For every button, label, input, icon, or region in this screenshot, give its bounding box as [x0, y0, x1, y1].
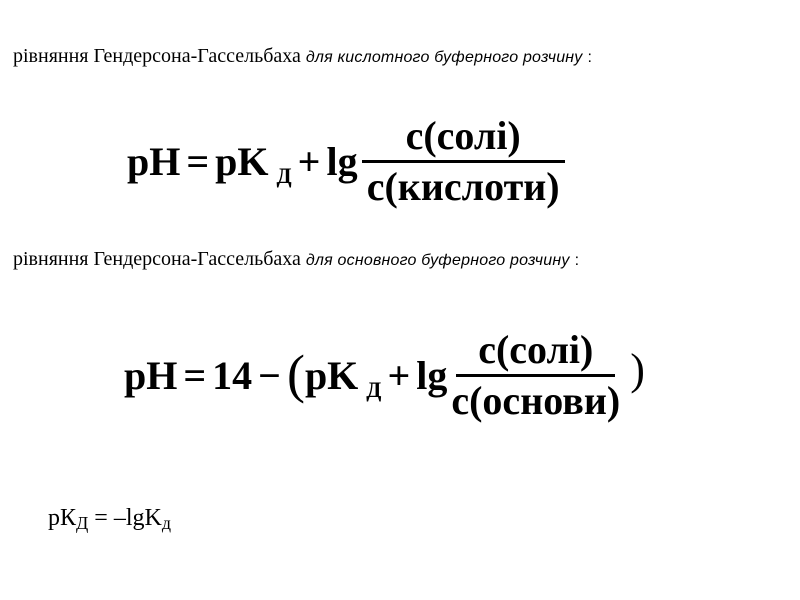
heading-basic-italic: для основного буферного розчину [305, 252, 570, 269]
formula-basic-fraction [451, 327, 621, 423]
formula-acidic-lg: lg [326, 138, 358, 184]
formula-basic-lg: lg [416, 352, 448, 398]
heading-acidic-main: рівняння Гендерсона-Гассельбаха [13, 45, 301, 67]
heading-acidic-buffer [13, 45, 592, 68]
formula-acidic-pk-subscript: Д [276, 162, 292, 188]
formula-acidic-lhs: pH [127, 138, 181, 184]
formula-basic-fourteen: 14 [212, 352, 253, 398]
pk-definition-rest: = –lgK [88, 505, 162, 531]
formula-acidic-buffer [127, 113, 565, 209]
pk-definition [48, 505, 171, 532]
formula-acidic-plus: + [297, 138, 321, 184]
pk-definition-rhs-subscript: д [161, 513, 172, 533]
heading-acidic-italic: для кислотного буферного розчину [305, 49, 583, 66]
heading-acidic-colon: : [587, 49, 592, 66]
formula-acidic-equals: = [186, 138, 210, 184]
formula-basic-buffer [124, 327, 645, 423]
formula-acidic-denominator: с(кислоти) [366, 164, 560, 209]
formula-basic-numerator: с(солі) [456, 330, 615, 377]
heading-basic-buffer [13, 248, 579, 271]
formula-basic-denominator: с(основи) [451, 378, 621, 423]
formula-basic-pk: pK [304, 352, 359, 398]
heading-basic-colon: : [574, 252, 580, 269]
formula-basic-plus: + [387, 352, 411, 398]
formula-basic-open-paren: ( [286, 343, 305, 404]
formula-acidic-numerator: с(солі) [362, 116, 565, 163]
pk-definition-lhs: pК [48, 505, 77, 531]
pk-definition-lhs-subscript: Д [76, 513, 89, 533]
formula-basic-close-paren: ) [630, 344, 645, 394]
formula-basic-lhs: pH [124, 352, 178, 398]
formula-basic-pk-subscript: Д [366, 376, 382, 402]
formula-acidic-pk: pK [215, 138, 269, 184]
formula-acidic-fraction [362, 113, 565, 209]
formula-basic-equals: = [183, 352, 207, 398]
formula-basic-minus: − [258, 352, 281, 398]
heading-basic-main: рівняння Гендерсона-Гассельбаха [13, 248, 301, 270]
